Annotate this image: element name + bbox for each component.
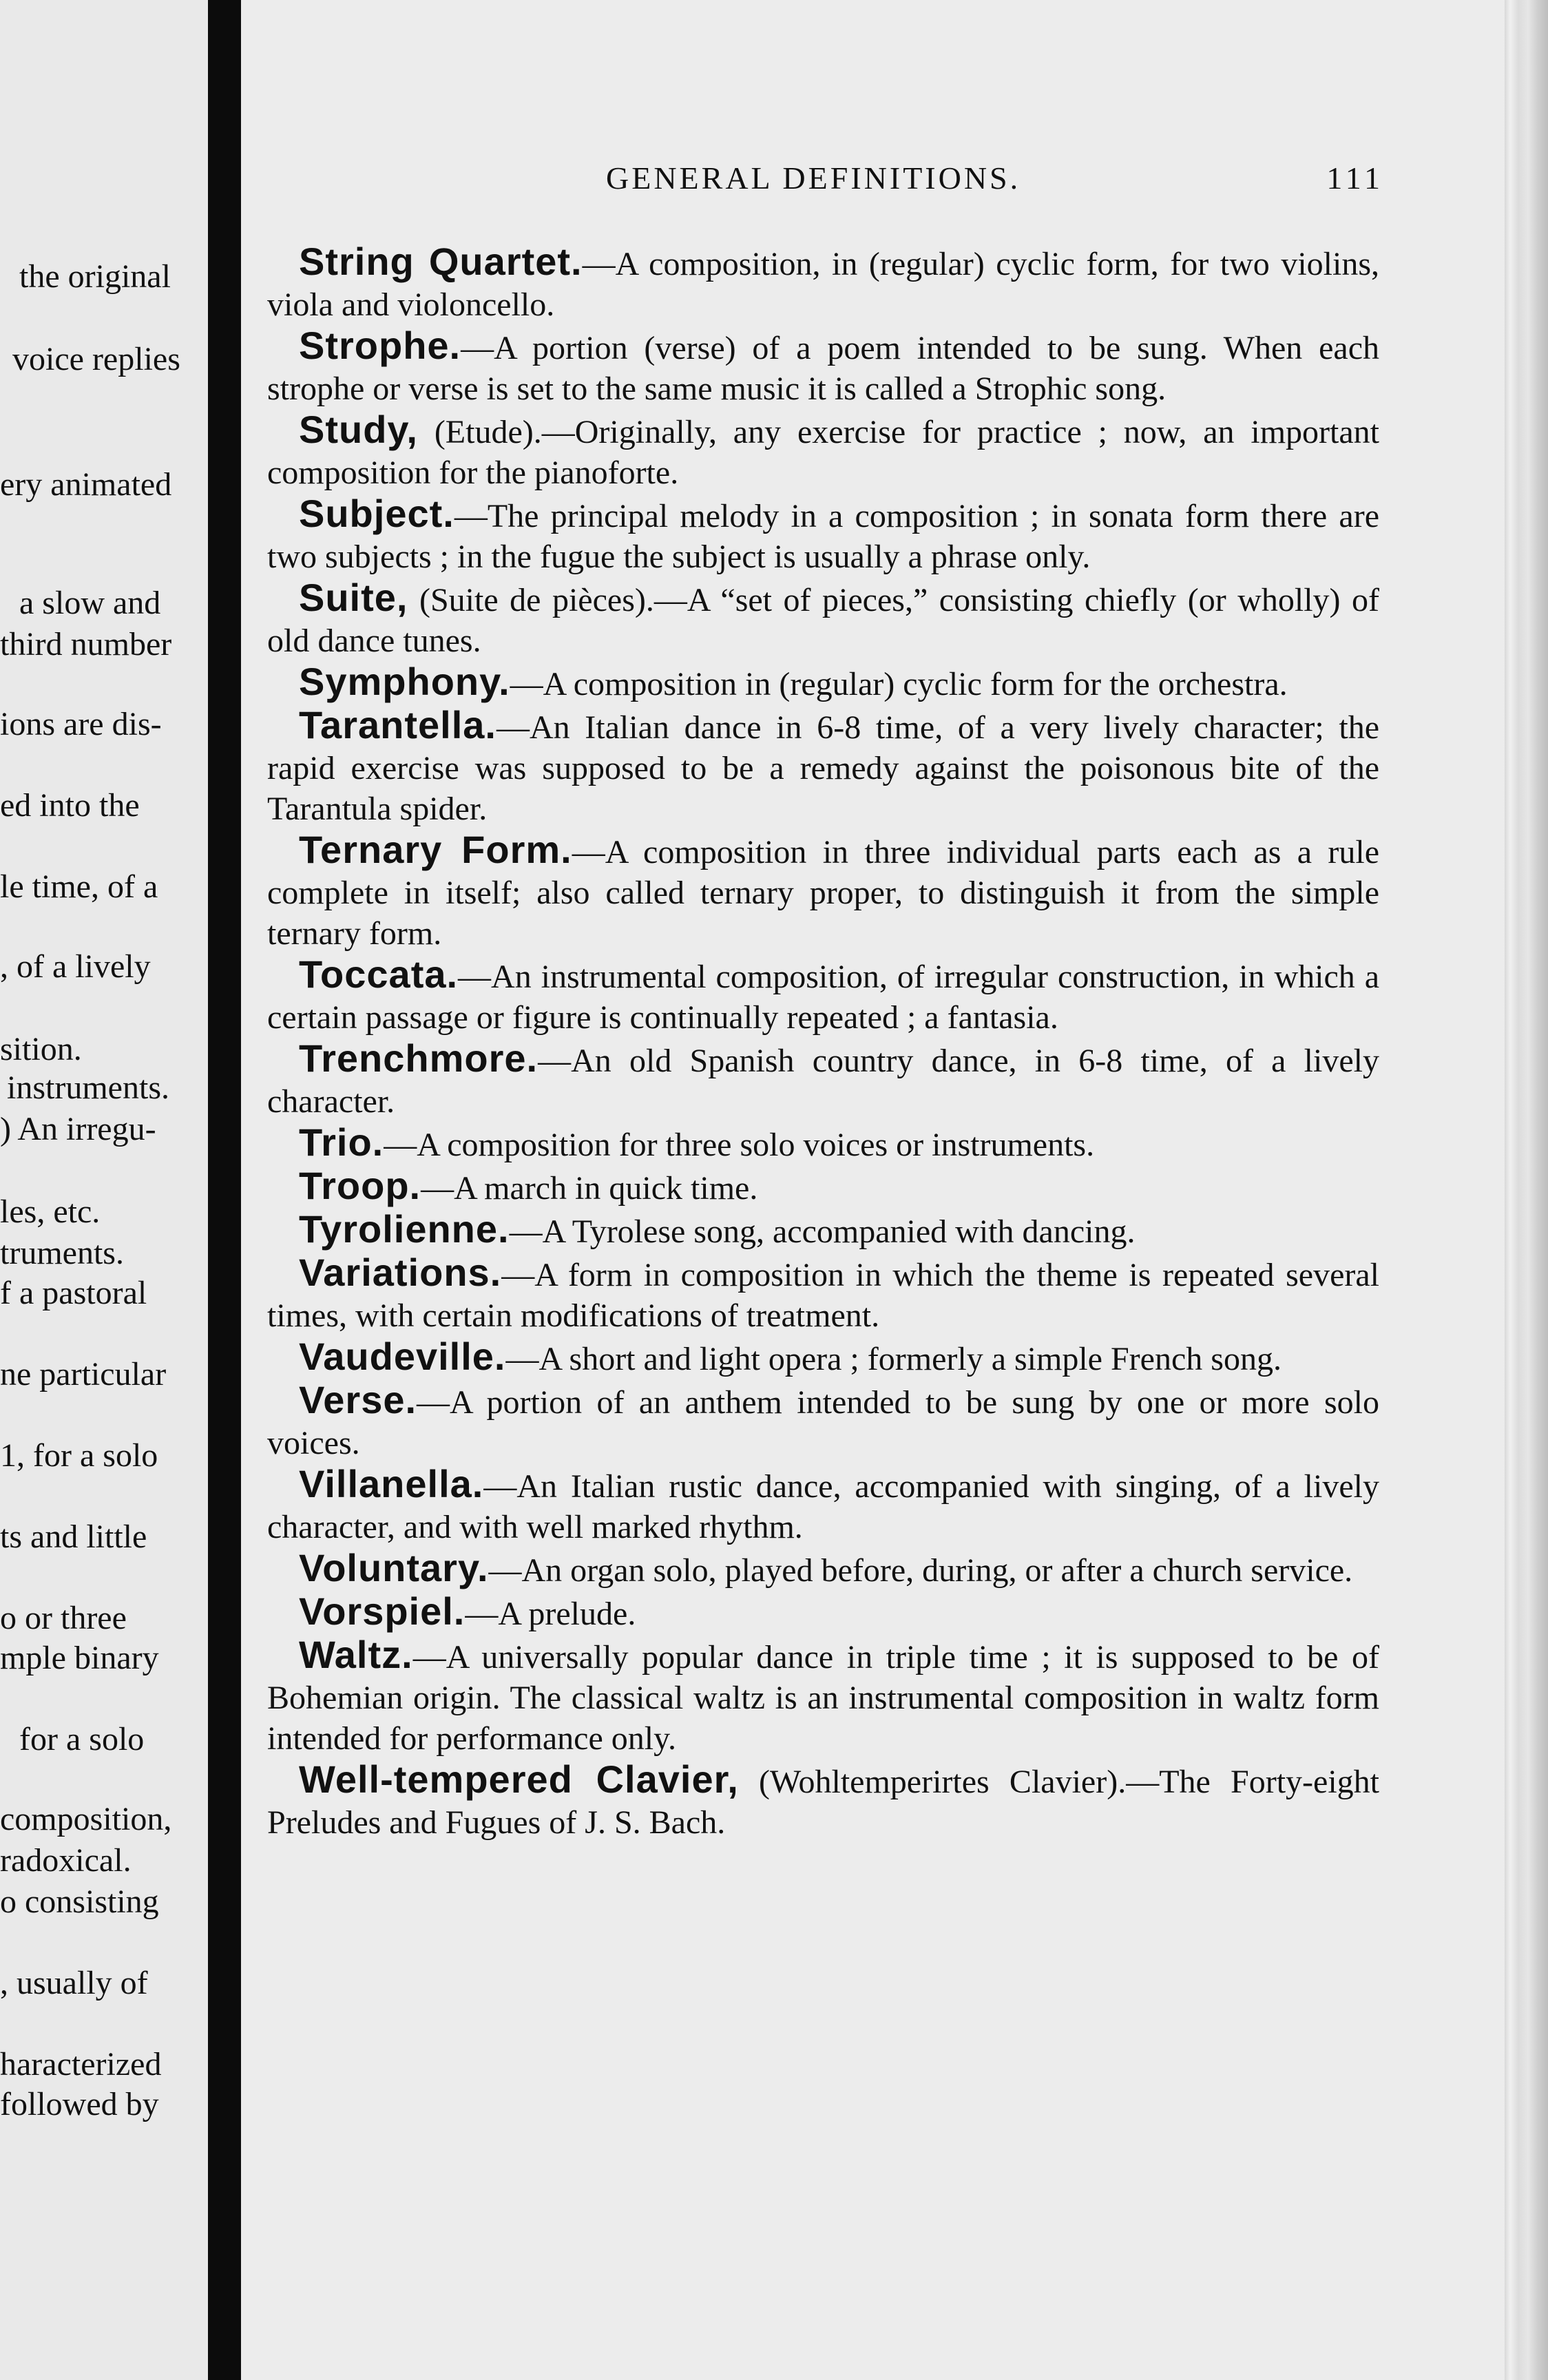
- definition-entry: [267, 704, 1379, 829]
- entry-definition: —A composition for three solo voices or instruments.: [384, 1127, 1095, 1163]
- entry-definition: —An Italian dance in 6-8 time, of a very lively character; the rapid exercise was supposed to be a remedy against the poisonous bite of the Tarantula spider.: [267, 709, 1379, 827]
- entry-term: Vorspiel.: [299, 1589, 466, 1633]
- left-page-line: ) An irregu-: [0, 1111, 156, 1147]
- left-page-line: o or three: [0, 1600, 127, 1636]
- left-page-line: for a solo: [19, 1721, 145, 1757]
- definition-entry: [267, 1038, 1379, 1122]
- entry-definition: —A “set of pieces,” consisting chiefly (or wholly) of old dance tunes.: [267, 582, 1380, 659]
- left-page-line: ions are dis-: [0, 706, 162, 742]
- left-page-line: voice replies: [12, 341, 180, 377]
- left-page-line: les, etc.: [0, 1193, 101, 1230]
- entry-term: Toccata.: [299, 952, 459, 996]
- entry-aside: (Etude).: [417, 414, 542, 450]
- page-edge: [1505, 0, 1548, 2380]
- entry-term: Strophe.: [299, 324, 461, 367]
- left-page-line: truments.: [0, 1235, 124, 1271]
- entry-definition: —A portion of an anthem intended to be sung by one or more solo voices.: [267, 1384, 1379, 1461]
- entry-definition: —A short and light opera ; formerly a simple French song.: [505, 1341, 1282, 1377]
- running-title: GENERAL DEFINITIONS.: [606, 160, 1021, 196]
- running-header: [606, 160, 1384, 201]
- definition-entry: [267, 1209, 1379, 1252]
- left-page-line: the original: [19, 258, 171, 295]
- definition-entry: [267, 241, 1379, 325]
- entry-aside: (Wohltemperirtes Clavier).: [738, 1764, 1127, 1800]
- left-page-line: mple binary: [0, 1640, 159, 1676]
- entry-definition: —A form in composition in which the theme is repeated several times, with certain modifications of treatment.: [267, 1257, 1379, 1334]
- entry-definition: —An old Spanish country dance, in 6-8 time, of a lively character.: [267, 1043, 1379, 1120]
- definition-entry: [267, 577, 1379, 661]
- entry-definition: —A march in quick time.: [421, 1170, 758, 1207]
- entry-term: Villanella.: [299, 1462, 484, 1505]
- entry-definition: —A Tyrolese song, accompanied with dancing.: [509, 1213, 1136, 1250]
- entry-term: Well-tempered Clavier,: [299, 1757, 739, 1801]
- entry-term: Vaudeville.: [299, 1335, 506, 1378]
- entry-term: Study,: [299, 408, 418, 451]
- definition-entry: [267, 1463, 1379, 1547]
- definition-entry: [267, 325, 1379, 409]
- definition-entry: [267, 1379, 1379, 1463]
- entry-definition: —A universally popular dance in triple time ; it is supposed to be of Bohemian origin. The classical waltz is an instrumental composition in waltz form intended for performance only.: [267, 1639, 1379, 1757]
- left-page-line: f a pastoral: [0, 1275, 147, 1311]
- entry-term: Trenchmore.: [299, 1036, 538, 1080]
- entry-definition: —The principal melody in a composition ; in sonata form there are two subjects ; in the fugue the subject is usually a phrase only.: [267, 498, 1379, 575]
- entry-aside: (Suite de pièces).: [408, 582, 654, 618]
- left-page-line: haracterized: [0, 2046, 162, 2082]
- definition-entry: [267, 1122, 1379, 1165]
- definition-entry: [267, 954, 1379, 1038]
- definition-entry: [267, 1547, 1379, 1591]
- entry-definition: —An Italian rustic dance, accompanied with singing, of a lively character, and with well marked rhythm.: [267, 1468, 1379, 1545]
- entry-term: Trio.: [299, 1120, 384, 1164]
- definition-entry: [267, 1759, 1379, 1843]
- left-page-line: le time, of a: [0, 868, 158, 905]
- left-page-line: a slow and: [19, 585, 161, 621]
- definition-entry: [267, 661, 1379, 704]
- entry-definition: —An organ solo, played before, during, or after a church service.: [488, 1552, 1353, 1589]
- definition-entry: [267, 1165, 1379, 1209]
- left-page-line: ne particular: [0, 1356, 167, 1392]
- left-page-line: instruments.: [7, 1069, 169, 1106]
- definition-entry: [267, 1336, 1379, 1379]
- entry-definition: —The Forty-eight Preludes and Fugues of J. S. Bach.: [267, 1764, 1379, 1841]
- entry-term: Waltz.: [299, 1633, 413, 1676]
- left-page-line: followed by: [0, 2086, 159, 2122]
- entry-definition: —A portion (verse) of a poem intended to be sung. When each strophe or verse is set to the same music it is called a Strophic song.: [267, 330, 1379, 407]
- book-gutter: [208, 0, 241, 2380]
- left-page-line: ery animated: [0, 466, 172, 503]
- entry-term: Variations.: [299, 1251, 502, 1294]
- definition-entry: [267, 493, 1379, 577]
- entry-term: Suite,: [299, 576, 408, 619]
- left-page-line: ed into the: [0, 787, 140, 824]
- entry-term: Symphony.: [299, 660, 510, 703]
- definition-entry: [267, 1591, 1379, 1634]
- entry-term: Subject.: [299, 492, 454, 535]
- left-page-line: third number: [0, 626, 172, 662]
- left-page-line: sition.: [0, 1031, 82, 1067]
- entry-definition: —A prelude.: [465, 1596, 636, 1632]
- entry-definition: —A composition, in (regular) cyclic form, for two violins, viola and violoncello.: [267, 246, 1380, 323]
- entry-term: Voluntary.: [299, 1546, 489, 1589]
- left-page-line: radoxical.: [0, 1842, 132, 1879]
- definition-entry: [267, 829, 1379, 954]
- entry-definition: —Originally, any exercise for practice ; now, an important composition for the pianoforte.: [267, 414, 1379, 491]
- entry-term: Troop.: [299, 1164, 421, 1207]
- entry-term: Verse.: [299, 1378, 417, 1421]
- definition-entry: [267, 1634, 1379, 1759]
- left-page-line: ts and little: [0, 1518, 147, 1555]
- entry-term: Tyrolienne.: [299, 1207, 510, 1251]
- page-number: 111: [1326, 160, 1384, 196]
- definitions-list: [267, 241, 1379, 1843]
- left-page-line: , usually of: [0, 1965, 148, 2001]
- left-page-line: , of a lively: [0, 948, 151, 985]
- definition-entry: [267, 1252, 1379, 1336]
- left-page-line: composition,: [0, 1801, 172, 1837]
- entry-definition: —An instrumental composition, of irregular construction, in which a certain passage or figure is continually repeated ; a fantasia.: [267, 959, 1379, 1036]
- entry-term: Tarantella.: [299, 703, 496, 747]
- left-page-fragment: [0, 0, 208, 2380]
- left-page-line: o consisting: [0, 1883, 159, 1920]
- entry-definition: —A composition in (regular) cyclic form for the orchestra.: [510, 666, 1288, 702]
- entry-term: String Quartet.: [299, 240, 583, 283]
- left-page-line: 1, for a solo: [0, 1437, 158, 1474]
- entry-definition: —A composition in three individual parts each as a rule complete in itself; also called ternary proper, to distinguish it from the simple ternary form.: [267, 834, 1379, 952]
- entry-term: Ternary Form.: [299, 828, 572, 871]
- definition-entry: [267, 409, 1379, 493]
